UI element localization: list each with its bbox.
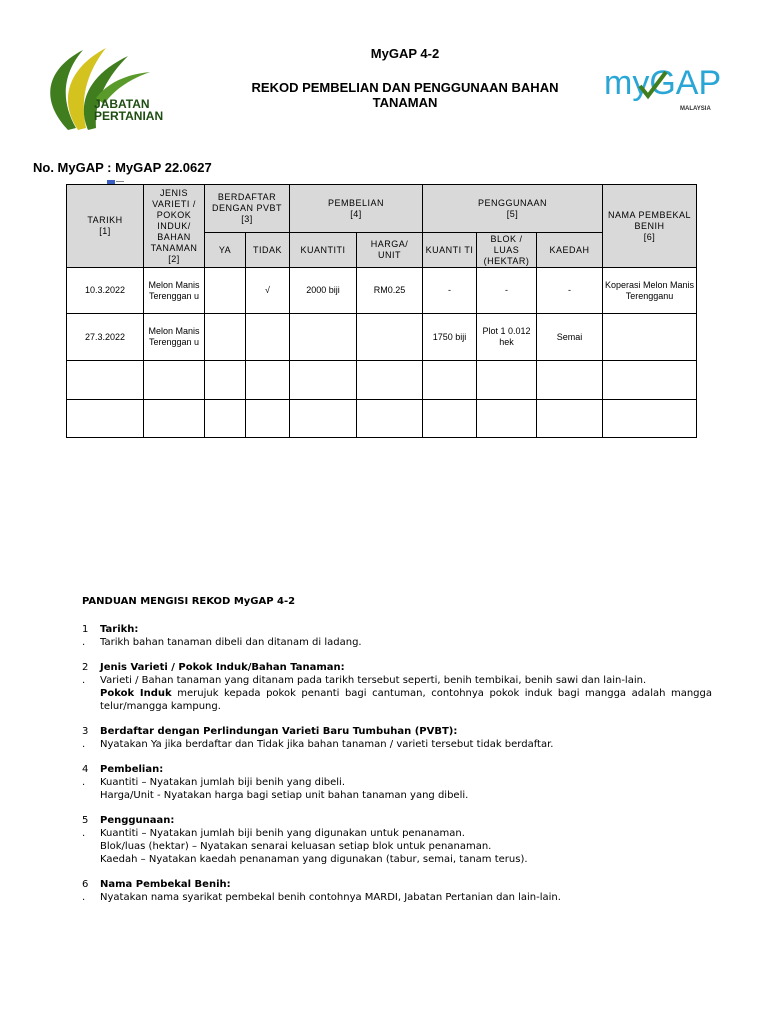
svg-text:MALAYSIA: MALAYSIA xyxy=(680,106,711,112)
cell-kuantiti: 2000 biji xyxy=(290,268,357,314)
table-row xyxy=(67,361,697,400)
cell-kuantiti-guna: 1750 biji xyxy=(423,314,477,361)
svg-text:myGAP: myGAP xyxy=(604,64,722,102)
cell-blok xyxy=(477,400,537,438)
cell-harga: RM0.25 xyxy=(357,268,423,314)
cell-harga xyxy=(357,314,423,361)
section-line: Nyatakan nama syarikat pembekal benih contohnya MARDI, Jabatan Pertanian dan lain-lain. xyxy=(100,892,561,903)
cell-ya xyxy=(205,400,246,438)
cell-pembekal: Koperasi Melon Manis Terengganu xyxy=(603,268,697,314)
section-number: 1 xyxy=(82,624,89,635)
section-number: 4 xyxy=(82,764,89,775)
cell-kaedah: Semai xyxy=(537,314,603,361)
table-row xyxy=(67,268,697,314)
cell-tarikh xyxy=(67,400,144,438)
svg-text:JABATAN: JABATAN xyxy=(94,97,150,111)
cell-tidak xyxy=(246,361,290,400)
section-title: Nama Pembekal Benih: xyxy=(100,879,231,890)
cell-tidak xyxy=(246,400,290,438)
cell-ya xyxy=(205,361,246,400)
section-title: Tarikh: xyxy=(100,624,139,635)
cell-kaedah xyxy=(537,400,603,438)
section-number: 6 xyxy=(82,879,89,890)
header-penggunaan: PENGGUNAAN [5] xyxy=(423,185,603,233)
header-kuantiti-guna: KUANTI TI xyxy=(423,233,477,268)
section-line: Blok/luas (hektar) – Nyatakan senarai keluasan setiap blok untuk penanaman. xyxy=(100,841,492,852)
section-title: Berdaftar dengan Perlindungan Varieti Baru Tumbuhan (PVBT): xyxy=(100,726,458,737)
cell-tarikh: 10.3.2022 xyxy=(67,268,144,314)
cell-jenis: Melon Manis Terenggan u xyxy=(144,268,205,314)
cell-pembekal xyxy=(603,400,697,438)
section-line: Varieti / Bahan tanaman yang ditanam pada tarikh tersebut seperti, benih tembikai, benih sawi dan lain-lain. xyxy=(100,675,647,686)
mygap-malaysia-logo xyxy=(602,52,730,114)
pokok-induk-term: Pokok Induk xyxy=(100,688,172,699)
cell-kuantiti xyxy=(290,361,357,400)
guide-section: 3 Berdaftar dengan Perlindungan Varieti Baru Tumbuhan (PVBT): . Nyatakan Ya jika berdaftar dan Tidak jika bahan tanaman / varieti tersebut tidak berdaftar. xyxy=(82,725,712,751)
cell-kuantiti xyxy=(290,314,357,361)
cell-kuantiti-guna xyxy=(423,361,477,400)
jabatan-pertanian-logo xyxy=(28,38,184,144)
header-nama-pembekal: NAMA PEMBEKAL BENIH [6] xyxy=(603,185,697,268)
filling-guide xyxy=(82,596,712,916)
guide-section: 1 Tarikh: . Tarikh bahan tanaman dibeli dan ditanam di ladang. xyxy=(82,623,712,649)
cell-pembekal xyxy=(603,361,697,400)
header-pembelian: PEMBELIAN [4] xyxy=(290,185,423,233)
cell-harga xyxy=(357,400,423,438)
table-row xyxy=(67,314,697,361)
cell-blok: Plot 1 0.012 hek xyxy=(477,314,537,361)
record-table xyxy=(66,184,697,438)
cell-tidak: √ xyxy=(246,268,290,314)
header-harga-unit: HARGA/ UNIT xyxy=(357,233,423,268)
cell-jenis xyxy=(144,361,205,400)
section-number: 2 xyxy=(82,662,89,673)
section-line: Pokok Induk merujuk kepada pokok penanti bagi cantuman, contohnya pokok induk bagi mangga adalah mangga telur/mangga kampung. xyxy=(100,688,712,712)
cell-ya xyxy=(205,314,246,361)
cell-blok xyxy=(477,361,537,400)
cell-ya xyxy=(205,268,246,314)
cell-tidak xyxy=(246,314,290,361)
cell-kuantiti xyxy=(290,400,357,438)
header-tidak: TIDAK xyxy=(246,233,290,268)
cell-blok: - xyxy=(477,268,537,314)
header-berdaftar: BERDAFTAR DENGAN PVBT [3] xyxy=(205,185,290,233)
cell-tarikh xyxy=(67,361,144,400)
cell-jenis: Melon Manis Terenggan u xyxy=(144,314,205,361)
mygap-number: No. MyGAP : MyGAP 22.0627 xyxy=(33,160,212,175)
section-number: 5 xyxy=(82,815,89,826)
header-kaedah: KAEDAH xyxy=(537,233,603,268)
cell-kaedah: - xyxy=(537,268,603,314)
header-blok-luas: BLOK / LUAS (HEKTAR) xyxy=(477,233,537,268)
section-title: Jenis Varieti / Pokok Induk/Bahan Tanaman: xyxy=(100,662,345,673)
header-tarikh: TARIKH [1] xyxy=(67,185,144,268)
document-code: MyGAP 4-2 xyxy=(370,46,440,61)
svg-text:PERTANIAN: PERTANIAN xyxy=(94,109,164,123)
guide-section: 4 Pembelian: . Kuantiti – Nyatakan jumlah biji benih yang dibeli. Harga/Unit - Nyatakan harga bagi setiap unit bahan tanaman yang dibeli. xyxy=(82,763,712,802)
cell-kuantiti-guna: - xyxy=(423,268,477,314)
section-number: 3 xyxy=(82,726,89,737)
section-line: Harga/Unit - Nyatakan harga bagi setiap unit bahan tanaman yang dibeli. xyxy=(100,790,469,801)
cell-harga xyxy=(357,361,423,400)
header-ya: YA xyxy=(205,233,246,268)
cell-tarikh: 27.3.2022 xyxy=(67,314,144,361)
cell-pembekal xyxy=(603,314,697,361)
section-title: Pembelian: xyxy=(100,764,164,775)
guide-section: 6 Nama Pembekal Benih: . Nyatakan nama syarikat pembekal benih contohnya MARDI, Jabatan Pertanian dan lain-lain. xyxy=(82,878,712,904)
section-line: Tarikh bahan tanaman dibeli dan ditanam di ladang. xyxy=(100,637,362,648)
document-title: REKOD PEMBELIAN DAN PENGGUNAAN BAHAN TANAMAN xyxy=(251,80,559,110)
guide-section: 2 Jenis Varieti / Pokok Induk/Bahan Tanaman: . Varieti / Bahan tanaman yang ditanam pada tarikh tersebut seperti, benih tembikai, benih sawi dan lain-lain. Pokok Induk merujuk kepada pokok penanti bagi cantuman, contohnya pokok induk bagi mangga adalah mangga telur/mangga kampung. xyxy=(82,662,712,712)
section-line: Kaedah – Nyatakan kaedah penanaman yang digunakan (tabur, semai, tanam terus). xyxy=(100,854,528,865)
header-kuantiti: KUANTITI xyxy=(290,233,357,268)
section-line: Nyatakan Ya jika berdaftar dan Tidak jika bahan tanaman / varieti tersebut tidak berdaftar. xyxy=(100,739,554,750)
cell-jenis xyxy=(144,400,205,438)
guide-heading: PANDUAN MENGISI REKOD MyGAP 4-2 xyxy=(82,596,296,607)
table-row xyxy=(67,400,697,438)
section-line: Kuantiti – Nyatakan jumlah biji benih yang dibeli. xyxy=(100,777,345,788)
cell-kaedah xyxy=(537,361,603,400)
header-jenis: JENIS VARIETI / POKOK INDUK/ BAHAN TANAMAN [2] xyxy=(144,185,205,268)
section-line: Kuantiti – Nyatakan jumlah biji benih yang digunakan untuk penanaman. xyxy=(100,828,465,839)
cell-kuantiti-guna xyxy=(423,400,477,438)
section-title: Penggunaan: xyxy=(100,815,175,826)
guide-section: 5 Penggunaan: . Kuantiti – Nyatakan jumlah biji benih yang digunakan untuk penanaman. Blok/luas (hektar) – Nyatakan senarai keluasan setiap blok untuk penanaman. Kaedah – Nyatakan kaedah penanaman yang digunakan (tabur, semai, tanam terus). xyxy=(82,814,712,866)
